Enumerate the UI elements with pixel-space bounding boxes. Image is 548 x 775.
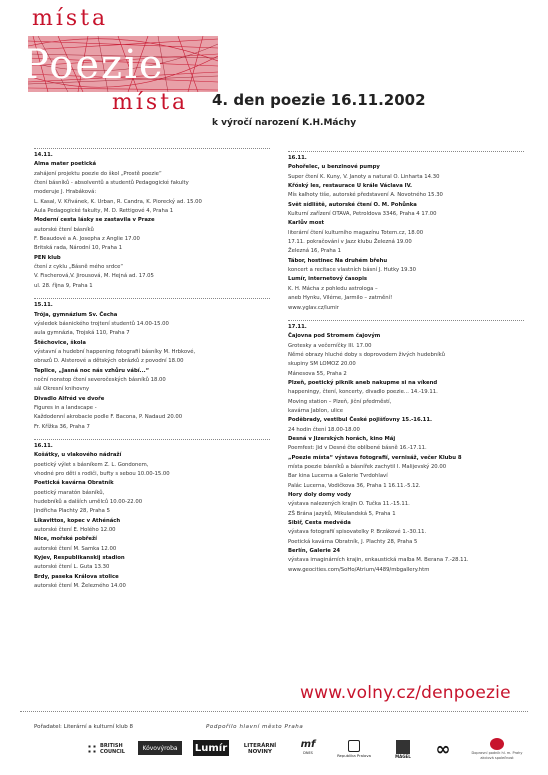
event-title: Tábor, hostinec Na druhém břehu [288, 257, 388, 264]
event-detail: autorské čtení L. Guta 13.30 [34, 564, 110, 571]
event-detail: aula gymnázia, Trojská 110, Praha 7 [34, 330, 130, 337]
patron-text: Podpořilo hlavní město Praha [206, 724, 304, 730]
program-column-right [288, 151, 524, 575]
event-detail: poetický maratón básníků, [34, 489, 105, 496]
magel-logo [388, 738, 418, 760]
event-title: Křóský les, restaurace U krále Václava IV. [288, 183, 413, 190]
date-rule [34, 439, 270, 440]
event-detail: 24 hodin čtení 18.00-18.00 [288, 426, 360, 433]
event-title: Plzeň, poetický piknik aneb nakupme si na víkend [288, 379, 438, 386]
event-detail: Jindřicha Plachty 28, Praha 5 [34, 508, 110, 515]
event-detail: Grotesky a večerníčky III. 17.00 [288, 342, 372, 349]
event-detail: Němé obrazy hluché doby s doprovodem živých hudebníků [288, 351, 445, 358]
event-detail: F. Beaudové a A. Josepha z Anglie 17.00 [34, 236, 140, 243]
logo-word-bottom: místa [112, 90, 189, 115]
event-title: Líkavittos, kopec v Athénách [34, 517, 121, 524]
date-rule [34, 298, 270, 299]
footer-divider [20, 711, 528, 712]
event-detail: Britská rada, Národní 10, Praha 1 [34, 245, 123, 252]
event-detail: Bar kina Lucerna a Galerie Tvrdohlaví [288, 473, 388, 480]
event-detail: autorské čtení M. Samka 12.00 [34, 545, 117, 552]
infinity-logo: ∞ [435, 738, 451, 760]
event-detail: happeningy, čtení, koncerty, divadlo poezie... 14.-19.11. [288, 389, 438, 396]
event-detail: kavárna Jablon, ulice [288, 407, 344, 414]
event-detail: literární čtení kulturního magazínu Totem.cz, 18.00 [288, 229, 424, 236]
republika-logo [335, 738, 373, 760]
event-detail: Každodenní akrobacie podle F. Bacona, P. Nadaud 20.00 [34, 414, 183, 421]
event-detail: Mís kalhoty tiše, autorské představení A. Novotného 15.30 [288, 192, 443, 199]
event-title: Poděbrady, vestibul České pojišťovny 15.-16.11. [288, 417, 433, 424]
event-detail: V. Fischerová,V. Jirousová, M. Hejná ad. 17.05 [34, 273, 154, 280]
date-rule [34, 148, 270, 149]
event-detail: čtení básníků - absolventů a studentů Pedagogické fakulty [34, 180, 189, 187]
date-heading: 17.11. [288, 323, 307, 330]
event-detail: aneb Hynku, Viléme, Jarmilo – zatmění! [288, 295, 393, 302]
event-title: Trója, gymnázium Sv. Čecha [34, 311, 118, 318]
event-detail: Poetická kavárna Obratník, J. Plachty 28, Praha 5 [288, 538, 418, 545]
event-detail: Železná 16, Praha 1 [288, 248, 341, 255]
event-detail: Moving station – Plzeň, jiční předměstí, [288, 398, 392, 405]
event-detail: www.geocities.com/SoHo/Atrium/4489/mbgallery.htm [288, 566, 430, 573]
event-detail: Aula Pedagogické fakulty, M. D. Rettigové 4, Praha 1 [34, 208, 174, 215]
event-detail: autorské čtení E. Holého 12.00 [34, 527, 116, 534]
event-title: Čajovna pod Stromem čajovým [288, 333, 381, 340]
page-title: 4. den poezie 16.11.2002 [212, 91, 426, 109]
mf-logo-text: mf [300, 739, 316, 750]
event-title: PEN klub [34, 254, 61, 261]
event-title: Poetická kavárna Obratník [34, 480, 114, 487]
event-title: Štěchovice, škola [34, 339, 86, 346]
date-rule [288, 151, 524, 152]
event-detail: ZŠ Brána jazyků, Mikulandská 5, Praha 1 [288, 510, 396, 517]
logo-word-middle: Poezie [22, 42, 165, 88]
event-detail: noční nonstop čtení severočeských básníků 18.00 [34, 376, 166, 383]
event-detail: www.yglav.cz/lumir [288, 304, 339, 311]
british-council-label: BRITISH COUNCIL [100, 743, 125, 755]
event-detail: Mánesova 55, Praha 2 [288, 370, 347, 377]
event-detail: K. H. Mácha z pohledu astrologa – [288, 285, 378, 292]
date-heading: 16.11. [34, 442, 53, 449]
event-detail: výstava nalezených krajin O. Tučka 11.-15.11. [288, 501, 410, 508]
event-detail: místa poezie básníků a básnířek zachytil I. Malijevský 20.00 [288, 464, 447, 470]
event-detail: Palác Lucerna, Vodičkova 36, Praha 1 16.11.-5.12. [288, 482, 421, 489]
event-title: Divadlo Alfréd ve dvoře [34, 395, 105, 402]
event-detail: koncert a recitace vlastních básní J. Hutky 19.30 [288, 267, 416, 274]
event-detail: Super čtení K. Kuny, V. Janoty a natural O. Linharta 14.30 [288, 173, 440, 180]
event-detail: moderuje J. Hrabáková: [34, 189, 97, 196]
event-title: Kyjev, Respublikanskij stadion [34, 555, 125, 562]
event-detail: čtení z cyklu „Básně mého srdce“ [34, 264, 124, 271]
event-detail: Poemfest: Jid v Desné čte oblíbené básně 16.-17.11. [288, 445, 427, 452]
event-detail: skupiny SM LOMOZ 20.00 [288, 361, 356, 368]
date-heading: 16.11. [288, 155, 307, 161]
event-title: Sibiř, Cesta medvěda [288, 520, 351, 527]
kovovyroba-logo: Kóvovýroba [138, 741, 182, 755]
date-heading: 14.11. [34, 152, 53, 158]
event-title: Košátky, u vlakového nádraží [34, 452, 122, 459]
event-detail: autorské čtení básníků [34, 226, 94, 233]
program-column-left [34, 148, 270, 591]
dopravni-podnik-logo [466, 738, 528, 760]
event-detail: Fr. Křížka 36, Praha 7 [34, 423, 90, 430]
logo-word-top: místa [32, 6, 109, 31]
event-detail: sál Okresní knihovny [34, 386, 90, 393]
event-detail: Kulturní zařízení OTAVA, Petroldova 3346, Praha 4 17.00 [288, 211, 437, 218]
page-subtitle: k výročí narození K.H.Máchy [212, 118, 357, 128]
event-title: Nice, mořské pobřeží [34, 536, 97, 543]
lumir-logo: Lumír [193, 740, 229, 756]
event-detail: 17.11. pokračování v Jazz klubu Železná 19.00 [288, 239, 412, 246]
event-detail: obrazů D. Alsterové a dětských obrázků z povodní 18.00 [34, 358, 184, 365]
event-title: Karlův most [288, 220, 325, 227]
event-detail: vhodné pro děti s rodiči, bufty s sebou 10.00-15.00 [34, 471, 170, 477]
event-title: Hory doly domy vody [288, 492, 352, 499]
website-link[interactable]: www.volny.cz/denpoezie [300, 683, 511, 703]
event-title: „Poezie místa“ výstava fotografií, vernisáž, večer Klubu 8 [288, 454, 462, 461]
date-rule [288, 320, 524, 321]
event-title: Alma mater poetická [34, 161, 97, 168]
event-title: Pohořelec, u benzinové pumpy [288, 164, 380, 171]
event-detail: zahájení projektu poezie do škol „Prostě poezie“ [34, 170, 162, 177]
event-detail: výstavní a hudební happening fotografií básníky M. Hrbkové, [34, 348, 196, 355]
building-icon [396, 740, 410, 754]
date-heading: 15.11. [34, 302, 53, 309]
event-detail: poetický výlet s básníkem Z. L. Gondonem, [34, 461, 149, 468]
british-council-logo [84, 738, 128, 760]
section-gap [34, 432, 270, 439]
republika-mark-icon [348, 740, 360, 752]
dots-icon [87, 744, 97, 754]
event-detail: L. Kasal, V. Křivánek, K. Urban, R. Candra, K. Piorecký ad. 15.00 [34, 198, 202, 205]
event-detail: výstava fotografií spisovatelky P. Brzákové 1.-30.11. [288, 529, 427, 536]
event-detail: hudebníků a dalších umělců 10.00-22.00 [34, 499, 143, 506]
event-title: Berlín, Galerie 24 [288, 548, 341, 555]
event-detail: autorské čtení M. Železného 14.00 [34, 583, 126, 590]
dp-label: Dopravní podnik hl. m. Prahy akciová společnost [471, 751, 523, 760]
mf-logo-sub: DNES [303, 751, 313, 755]
event-title: Brdy, paseka Králova stolice [34, 573, 119, 580]
event-title: Desná v Jizerských horách, kino Máj [288, 435, 396, 442]
section-gap [34, 291, 270, 298]
event-detail: ul. 28. října 9, Praha 1 [34, 282, 93, 289]
dp-circle-icon [490, 738, 504, 750]
poetry-logo [20, 6, 220, 116]
event-detail: výstava imaginárních krajin, enkaustická malba M. Berana 7.-28.11. [288, 557, 469, 564]
event-detail: výsledek básnického trojtení studentů 14.00-15.00 [34, 320, 169, 327]
event-title: Teplice, „Jasná noc nás vzhůru vábí...“ [34, 367, 150, 374]
literarni-noviny-logo: LITERÁRNÍ NOVINY [243, 742, 277, 755]
event-title: Lumír, internetový časopis [288, 276, 368, 283]
organizer-text: Pořadatel: Literární a kulturní klub 8 [34, 724, 133, 730]
section-gap [288, 313, 524, 320]
republika-label: Republika Pralova [337, 753, 371, 758]
event-title: Moderní cesta lásky se zastavila v Praze [34, 217, 155, 224]
event-detail: Figures in a landscape - [34, 404, 97, 411]
event-title: Svět sídliště, autorské čtení O. M. Pohůnka [288, 201, 417, 208]
mf-dnes-logo [292, 738, 324, 760]
magel-label: MAGEL [395, 753, 411, 759]
